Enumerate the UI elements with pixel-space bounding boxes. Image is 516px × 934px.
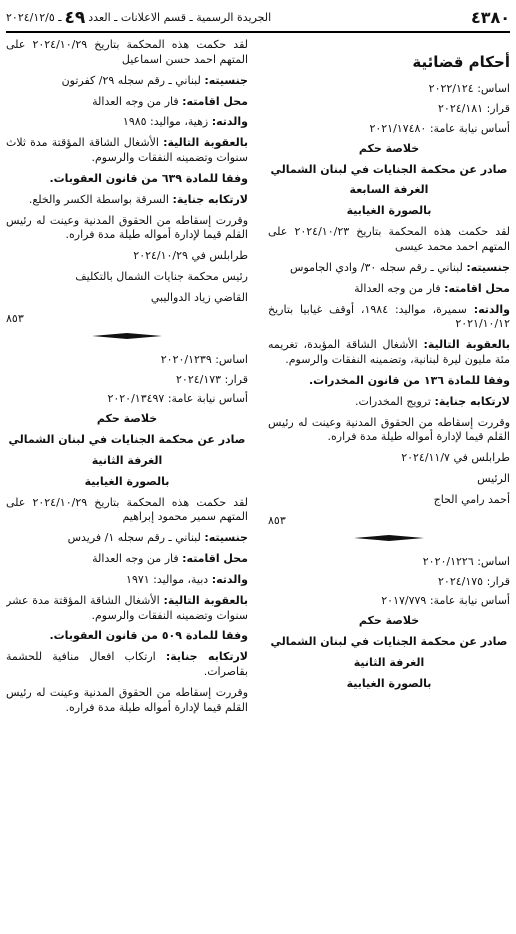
crime-label: لارتكابه جناية: [172,192,248,206]
crime-label: لارتكابه جناية: [434,394,510,408]
place-date: طرابلس في ٢٠٢٤/١١/٧ [401,451,510,465]
crime-line [6,193,248,208]
penalty-line [6,594,248,624]
judge-name: أحمد رامي الحاج [433,492,510,506]
chamber-name: الغرفة الثانية [353,655,425,669]
crime-line [6,650,248,680]
case-asas: اساس: ٢٠٢٠/١٢٣٩ [160,352,248,366]
residence-value: فار من وجه العدالة [92,552,179,566]
notice-number: ٨٥٣ [6,311,24,325]
penalty-value: الأشغال الشاقة المؤبدة، تغريمه مئة مليون ليرة لبنانية، وتضمينه النفقات والرسوم. [268,338,510,367]
summary-heading: خلاصة حكم [96,412,158,426]
issue-number: ٤٩ [64,7,86,28]
issue-date: ـ ٢٠٢٤/١٢/٥ [6,10,62,24]
mother-line [268,303,510,333]
case-asas: اساس: ٢٠٢٠/١٢٢٦ [422,554,510,568]
nationality-label: جنسيته: [204,531,248,545]
place-date: طرابلس في ٢٠٢٤/١٠/٢٩ [133,249,248,263]
separator [268,533,510,547]
crime-value: ارتكاب افعال منافية للحشمة بقاصرات. [6,650,248,679]
case-niyaba: أساس نيابة عامة: ٢٠٢١/١٧٤٨٠ [369,121,510,135]
penalty-line [6,136,248,166]
case-qarar: قرار: ٢٠٢٤/١٧٣ [176,372,248,386]
case-qarar: قرار: ٢٠٢٤/١٨١ [438,102,510,116]
case-qarar: قرار: ٢٠٢٤/١٧٥ [438,574,510,588]
mother-value: زهية، مواليد: ١٩٨٥ [122,115,209,129]
summary-heading: خلاصة حكم [358,141,420,155]
crime-label: لارتكابه جناية: [165,650,248,664]
residence-line [6,95,248,110]
deprivation-line: وقررت إسقاطه من الحقوق المدنية وعينت له رئيس القلم قيما لإدارة أمواله طيلة مدة فراره. [6,213,248,242]
page-number: ٤٣٨٠ [470,8,510,28]
president-title: الرئيس [477,472,510,486]
residence-line [268,282,510,297]
penalty-value: الأشغال الشاقة المؤقتة مدة ثلاث سنوات وتضمينه النفقات والرسوم. [6,136,248,165]
residence-line [6,552,248,567]
penalty-label: بالعقوبة التالية: [163,593,248,607]
residence-label: محل اقامته: [182,94,248,108]
chamber-name: الغرفة الثانية [91,453,163,467]
header-rule [6,31,510,33]
separator-rule-icon [354,533,424,543]
article-line: وفقا للمادة ١٣٦ من قانون المخدرات. [308,373,510,387]
nationality-line [6,74,248,89]
case-niyaba: أساس نيابة عامة: ٢٠٢٠/١٣٤٩٧ [107,392,248,406]
judgment-mode: بالصورة الغيابية [346,204,432,218]
court-name: صادر عن محكمة الجنايات في لبنان الشمالي [8,433,246,447]
chamber-name: الغرفة السابعة [349,183,429,197]
mother-value: سميرة، مواليد: ١٩٨٤، أوقف غيابيا بتاريخ ٢٠٢١/١٠/١٢ [268,302,510,331]
mother-label: والدته: [211,115,248,129]
summary-heading: خلاصة حكم [358,614,420,628]
residence-label: محل اقامته: [444,281,510,295]
residence-label: محل اقامته: [182,552,248,566]
president-title: رئيس محكمة جنايات الشمال بالتكليف [75,270,248,284]
mother-line [6,573,248,588]
court-name: صادر عن محكمة الجنايات في لبنان الشمالي [270,162,508,176]
deprivation-line: وقررت إسقاطه من الحقوق المدنية وعينت له رئيس القلم قيما لإدارة أمواله طيلة مدة فراره. [268,415,510,444]
crime-value: السرقة بواسطة الكسر والخلع. [28,192,169,206]
separator [6,331,248,345]
mother-line [6,115,248,130]
crime-value: ترويج المخدرات. [354,394,431,408]
nationality-value: لبناني ـ رقم سجله ٣٠/ وادي الجاموس [290,260,463,274]
penalty-label: بالعقوبة التالية: [163,136,248,150]
ruling-text: لقد حكمت هذه المحكمة بتاريخ ٢٠٢٤/١٠/٢٣ على المتهم احمد محمد عيسى [268,225,510,253]
gazette-name: الجريدة الرسمية ـ قسم الاعلانات ـ العدد [88,10,272,24]
left-column [6,38,248,934]
nationality-value: لبناني ـ رقم سجله ١/ فريدس [67,531,201,545]
article-line: وفقا للمادة ٥٠٩ من قانون العقوبات. [49,629,248,643]
nationality-value: لبناني ـ رقم سجله ٢٩/ كفرتون [61,73,201,87]
notice-number: ٨٥٣ [268,513,286,527]
penalty-label: بالعقوبة التالية: [423,338,510,352]
gazette-title [6,7,271,30]
case-asas: اساس: ٢٠٢٢/١٢٤ [428,82,510,96]
section-title: أحكام قضائية [412,53,510,71]
mother-value: دبية، مواليد: ١٩٧١ [126,572,209,586]
nationality-line [6,531,248,546]
judgment-mode: بالصورة الغيابية [346,676,432,690]
residence-value: فار من وجه العدالة [354,281,441,295]
judgment-mode: بالصورة الغيابية [84,474,170,488]
penalty-value: الأشغال الشاقة المؤقتة مدة عشر سنوات وتضمينه النفقات والرسوم. [6,593,248,622]
separator-rule-icon [92,331,162,341]
judge-name: القاضي زياد الدواليبي [150,290,248,304]
mother-label: والدته: [211,572,248,586]
page-header [6,6,510,30]
nationality-line [268,261,510,276]
court-name: صادر عن محكمة الجنايات في لبنان الشمالي [270,635,508,649]
article-line: وفقا للمادة ٦٣٩ من قانون العقوبات. [49,171,248,185]
ruling-text: لقد حكمت هذه المحكمة بتاريخ ٢٠٢٤/١٠/٢٩ على المتهم احمد حسن اسماعيل [6,38,248,66]
nationality-label: جنسيته: [466,260,510,274]
residence-value: فار من وجه العدالة [92,94,179,108]
crime-line [268,395,510,410]
right-column [268,38,510,934]
penalty-line [268,338,510,368]
deprivation-line: وقررت إسقاطه من الحقوق المدنية وعينت له رئيس القلم قيما لإدارة أمواله طيلة مدة فراره. [6,686,248,714]
nationality-label: جنسيته: [204,73,248,87]
ruling-text: لقد حكمت هذه المحكمة بتاريخ ٢٠٢٤/١٠/٢٩ على المتهم سمير محمود إبراهيم [6,495,248,524]
case-niyaba: أساس نيابة عامة: ٢٠١٧/٧٧٩ [381,594,510,608]
mother-label: والدته: [473,302,510,316]
